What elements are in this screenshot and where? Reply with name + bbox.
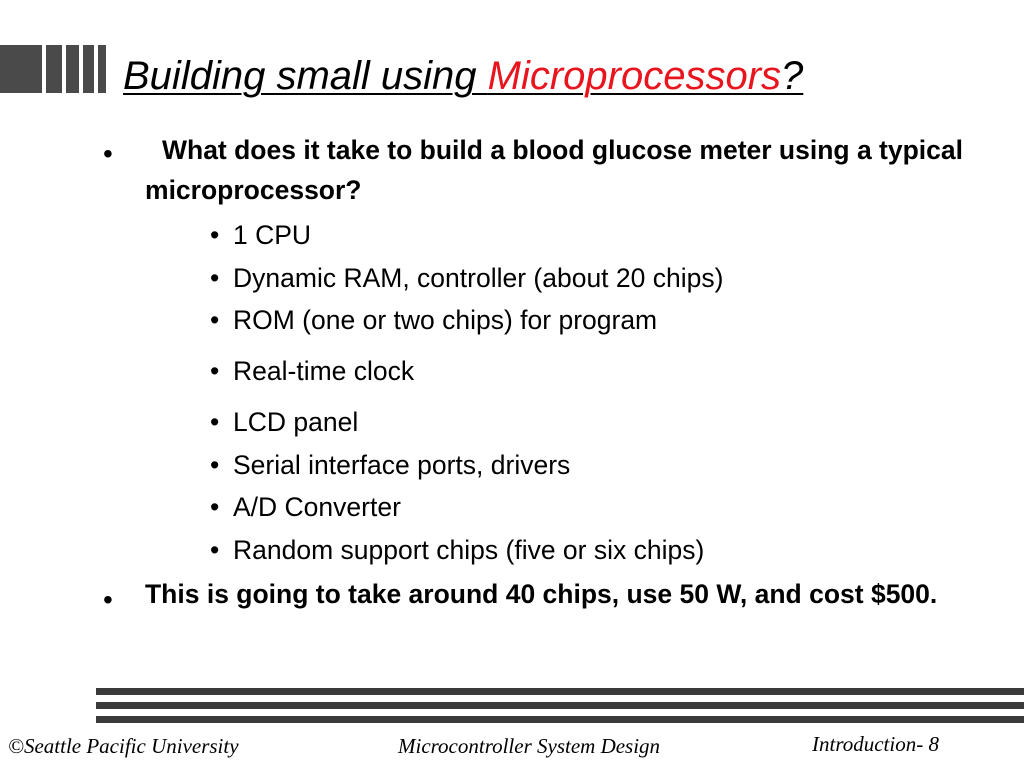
component-label: A/D Converter — [233, 492, 401, 522]
sub-bullet-icon: • — [210, 535, 220, 565]
sub-bullet-icon: • — [210, 450, 220, 480]
bullet-icon: • — [103, 138, 113, 169]
footer-course: Microcontroller System Design — [398, 734, 661, 758]
question-text: What does it take to build a blood glucose meter using a typical microprocessor? — [145, 135, 964, 205]
component-label: Random support chips (five or six chips) — [233, 535, 705, 565]
sub-bullet-icon: • — [210, 407, 220, 437]
footer-university: ©Seattle Pacific University — [8, 734, 239, 758]
sub-bullet-icon: • — [210, 263, 220, 293]
title-plain: Building small using — [123, 54, 488, 98]
component-item — [210, 406, 358, 438]
footer-page-number: Introduction- 8 — [812, 732, 939, 756]
sub-bullet-icon: • — [210, 220, 220, 250]
sub-bullet-icon: • — [210, 356, 220, 386]
component-label: Dynamic RAM, controller (about 20 chips) — [233, 263, 724, 293]
component-item — [210, 534, 704, 566]
conclusion-text: This is going to take around 40 chips, use 50 W, and cost $500. — [145, 579, 938, 609]
component-label: ROM (one or two chips) for program — [233, 305, 658, 335]
component-label: 1 CPU — [233, 220, 312, 250]
component-item — [210, 262, 723, 294]
sub-bullet-icon: • — [210, 305, 220, 335]
decorative-bars-logo — [0, 45, 110, 93]
bullet-icon: • — [103, 584, 113, 615]
component-item — [210, 449, 570, 481]
component-item — [210, 219, 311, 251]
component-label: LCD panel — [233, 407, 359, 437]
component-item — [210, 491, 401, 523]
slide-title — [123, 52, 803, 100]
title-accent: Microprocessors — [487, 54, 782, 98]
component-label: Real-time clock — [233, 356, 415, 386]
component-label: Serial interface ports, drivers — [233, 450, 571, 480]
title-end: ? — [781, 54, 804, 98]
footer-rule-lines — [96, 688, 1024, 728]
sub-bullet-icon: • — [210, 492, 220, 522]
component-item — [210, 304, 657, 336]
component-item — [210, 355, 414, 387]
